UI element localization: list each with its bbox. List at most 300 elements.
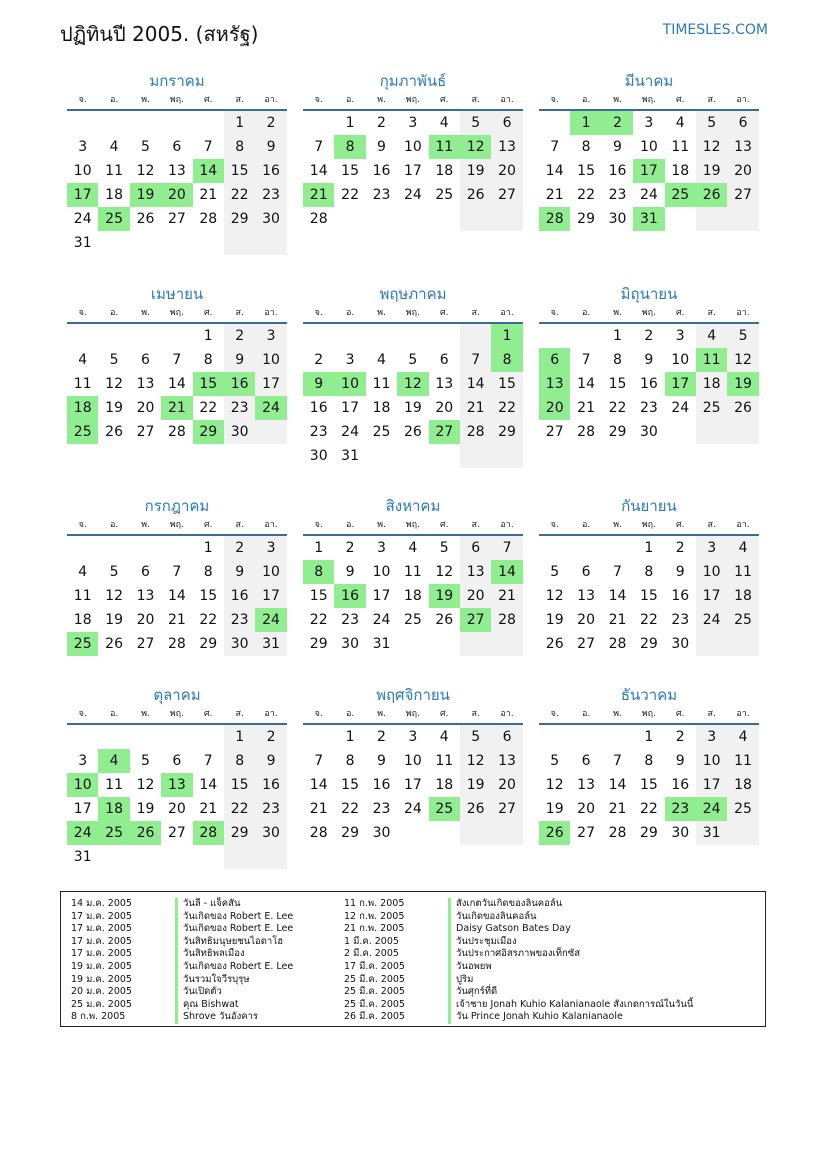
- day-cell[interactable]: 12: [460, 135, 491, 159]
- day-cell[interactable]: 28: [460, 420, 491, 444]
- day-cell[interactable]: 24: [255, 608, 286, 632]
- day-cell[interactable]: 11: [73, 588, 92, 604]
- day-cell[interactable]: 30: [671, 636, 690, 652]
- day-cell[interactable]: 5: [109, 564, 119, 580]
- day-cell[interactable]: 22: [577, 187, 595, 203]
- day-cell[interactable]: 26: [539, 821, 570, 845]
- day-cell[interactable]: 10: [671, 352, 690, 368]
- day-cell[interactable]: 7: [314, 139, 324, 155]
- day-cell[interactable]: 3: [696, 536, 727, 560]
- day-cell[interactable]: 11: [105, 163, 123, 179]
- day-cell[interactable]: 13: [539, 372, 570, 396]
- day-cell[interactable]: 25: [67, 420, 98, 444]
- day-cell[interactable]: 29: [224, 821, 255, 845]
- day-cell[interactable]: 28: [309, 211, 328, 227]
- brand-link[interactable]: TIMESLES.COM: [662, 22, 768, 38]
- day-cell[interactable]: 22: [309, 612, 328, 628]
- day-cell[interactable]: 25: [98, 821, 129, 845]
- day-cell[interactable]: 3: [255, 536, 286, 560]
- day-cell[interactable]: 30: [341, 636, 359, 652]
- day-cell[interactable]: 23: [671, 612, 690, 628]
- day-cell[interactable]: 2: [377, 729, 386, 745]
- day-cell[interactable]: 25: [429, 797, 460, 821]
- day-cell[interactable]: 16: [372, 777, 391, 793]
- day-cell[interactable]: 2: [675, 540, 685, 556]
- day-cell[interactable]: 18: [105, 187, 123, 203]
- day-cell[interactable]: 1: [491, 324, 522, 348]
- day-cell[interactable]: 17: [633, 159, 664, 183]
- day-cell[interactable]: 16: [608, 163, 627, 179]
- day-cell[interactable]: 28: [167, 636, 186, 652]
- day-cell[interactable]: 19: [545, 801, 564, 817]
- day-cell[interactable]: 10: [639, 139, 658, 155]
- day-cell[interactable]: 7: [172, 352, 182, 368]
- day-cell[interactable]: 26: [460, 797, 491, 821]
- day-cell[interactable]: 17: [67, 183, 98, 207]
- day-cell[interactable]: 24: [67, 821, 98, 845]
- day-cell[interactable]: 19: [429, 584, 460, 608]
- day-cell[interactable]: 9: [255, 749, 286, 773]
- day-cell[interactable]: 5: [141, 139, 150, 155]
- day-cell[interactable]: 16: [671, 777, 690, 793]
- day-cell[interactable]: 14: [608, 588, 627, 604]
- day-cell[interactable]: 8: [334, 135, 365, 159]
- day-cell[interactable]: 23: [665, 797, 696, 821]
- day-cell[interactable]: 3: [644, 115, 654, 131]
- day-cell[interactable]: 22: [341, 801, 359, 817]
- day-cell[interactable]: 4: [439, 115, 449, 131]
- day-cell[interactable]: 4: [98, 749, 129, 773]
- day-cell[interactable]: 20: [136, 612, 155, 628]
- day-cell[interactable]: 4: [78, 564, 88, 580]
- day-cell[interactable]: 12: [727, 348, 758, 372]
- day-cell[interactable]: 7: [460, 348, 491, 372]
- day-cell[interactable]: 29: [309, 636, 328, 652]
- day-cell[interactable]: 16: [334, 584, 365, 608]
- day-cell[interactable]: 15: [341, 777, 359, 793]
- day-cell[interactable]: 6: [172, 139, 182, 155]
- day-cell[interactable]: 13: [167, 163, 186, 179]
- day-cell[interactable]: 18: [727, 773, 758, 797]
- day-cell[interactable]: 8: [303, 560, 334, 584]
- day-cell[interactable]: 26: [435, 612, 454, 628]
- day-cell[interactable]: 15: [639, 588, 658, 604]
- day-cell[interactable]: 30: [224, 632, 255, 656]
- day-cell[interactable]: 27: [167, 825, 186, 841]
- day-cell[interactable]: 17: [665, 372, 696, 396]
- day-cell[interactable]: 27: [727, 183, 758, 207]
- day-cell[interactable]: 11: [435, 753, 454, 769]
- day-cell[interactable]: 29: [639, 825, 658, 841]
- day-cell[interactable]: 19: [696, 159, 727, 183]
- day-cell[interactable]: 17: [341, 400, 359, 416]
- day-cell[interactable]: 29: [577, 211, 595, 227]
- day-cell[interactable]: 5: [550, 564, 560, 580]
- day-cell[interactable]: 19: [460, 773, 491, 797]
- day-cell[interactable]: 28: [608, 636, 627, 652]
- day-cell[interactable]: 6: [491, 725, 522, 749]
- day-cell[interactable]: 6: [172, 753, 182, 769]
- day-cell[interactable]: 29: [608, 424, 627, 440]
- day-cell[interactable]: 5: [460, 725, 491, 749]
- day-cell[interactable]: 30: [255, 821, 286, 845]
- day-cell[interactable]: 25: [696, 396, 727, 420]
- day-cell[interactable]: 25: [98, 207, 129, 231]
- day-cell[interactable]: 17: [255, 584, 286, 608]
- day-cell[interactable]: 24: [403, 801, 422, 817]
- day-cell[interactable]: 3: [255, 324, 286, 348]
- day-cell[interactable]: 17: [372, 588, 391, 604]
- day-cell[interactable]: 29: [224, 207, 255, 231]
- day-cell[interactable]: 17: [696, 584, 727, 608]
- day-cell[interactable]: 1: [345, 115, 355, 131]
- day-cell[interactable]: 4: [696, 324, 727, 348]
- day-cell[interactable]: 29: [193, 420, 224, 444]
- day-cell[interactable]: 30: [224, 420, 255, 444]
- day-cell[interactable]: 21: [309, 801, 328, 817]
- day-cell[interactable]: 1: [203, 328, 213, 344]
- day-cell[interactable]: 15: [309, 588, 328, 604]
- day-cell[interactable]: 8: [345, 753, 355, 769]
- day-cell[interactable]: 1: [613, 328, 622, 344]
- day-cell[interactable]: 2: [345, 540, 355, 556]
- day-cell[interactable]: 23: [341, 612, 359, 628]
- day-cell[interactable]: 2: [644, 328, 654, 344]
- day-cell[interactable]: 1: [644, 729, 654, 745]
- day-cell[interactable]: 10: [255, 348, 286, 372]
- day-cell[interactable]: 27: [577, 825, 595, 841]
- day-cell[interactable]: 26: [545, 636, 564, 652]
- day-cell[interactable]: 14: [460, 372, 491, 396]
- day-cell[interactable]: 15: [199, 588, 218, 604]
- day-cell[interactable]: 6: [539, 348, 570, 372]
- day-cell[interactable]: 31: [372, 636, 391, 652]
- day-cell[interactable]: 16: [671, 588, 690, 604]
- day-cell[interactable]: 28: [167, 424, 186, 440]
- day-cell[interactable]: 29: [491, 420, 522, 444]
- day-cell[interactable]: 7: [550, 139, 560, 155]
- day-cell[interactable]: 12: [136, 163, 155, 179]
- day-cell[interactable]: 30: [255, 207, 286, 231]
- day-cell[interactable]: 30: [671, 825, 690, 841]
- day-cell[interactable]: 18: [403, 588, 422, 604]
- day-cell[interactable]: 7: [613, 564, 622, 580]
- day-cell[interactable]: 11: [727, 560, 758, 584]
- day-cell[interactable]: 6: [460, 536, 491, 560]
- day-cell[interactable]: 22: [608, 400, 627, 416]
- day-cell[interactable]: 21: [199, 187, 218, 203]
- day-cell[interactable]: 22: [639, 801, 658, 817]
- day-cell[interactable]: 3: [78, 753, 88, 769]
- day-cell[interactable]: 28: [309, 825, 328, 841]
- day-cell[interactable]: 20: [491, 773, 522, 797]
- day-cell[interactable]: 2: [224, 324, 255, 348]
- day-cell[interactable]: 2: [377, 115, 386, 131]
- day-cell[interactable]: 11: [671, 139, 690, 155]
- day-cell[interactable]: 31: [73, 849, 92, 865]
- day-cell[interactable]: 10: [696, 560, 727, 584]
- day-cell[interactable]: 9: [613, 139, 622, 155]
- day-cell[interactable]: 21: [577, 400, 595, 416]
- day-cell[interactable]: 25: [435, 187, 454, 203]
- day-cell[interactable]: 12: [460, 749, 491, 773]
- day-cell[interactable]: 11: [696, 348, 727, 372]
- day-cell[interactable]: 20: [167, 801, 186, 817]
- day-cell[interactable]: 22: [199, 612, 218, 628]
- day-cell[interactable]: 30: [309, 448, 328, 464]
- day-cell[interactable]: 20: [161, 183, 192, 207]
- day-cell[interactable]: 3: [696, 725, 727, 749]
- day-cell[interactable]: 6: [141, 564, 150, 580]
- day-cell[interactable]: 18: [73, 612, 92, 628]
- day-cell[interactable]: 26: [130, 821, 161, 845]
- day-cell[interactable]: 21: [161, 396, 192, 420]
- day-cell[interactable]: 14: [193, 159, 224, 183]
- day-cell[interactable]: 7: [172, 564, 182, 580]
- day-cell[interactable]: 17: [403, 163, 422, 179]
- day-cell[interactable]: 19: [727, 372, 758, 396]
- day-cell[interactable]: 11: [372, 376, 391, 392]
- day-cell[interactable]: 8: [224, 135, 255, 159]
- day-cell[interactable]: 20: [136, 400, 155, 416]
- day-cell[interactable]: 13: [460, 560, 491, 584]
- day-cell[interactable]: 20: [539, 396, 570, 420]
- day-cell[interactable]: 13: [161, 773, 192, 797]
- day-cell[interactable]: 9: [675, 564, 685, 580]
- day-cell[interactable]: 16: [639, 376, 658, 392]
- day-cell[interactable]: 2: [224, 536, 255, 560]
- day-cell[interactable]: 6: [581, 753, 591, 769]
- day-cell[interactable]: 24: [73, 211, 92, 227]
- day-cell[interactable]: 25: [727, 797, 758, 821]
- day-cell[interactable]: 20: [577, 801, 595, 817]
- day-cell[interactable]: 9: [224, 560, 255, 584]
- day-cell[interactable]: 1: [570, 111, 601, 135]
- day-cell[interactable]: 13: [727, 135, 758, 159]
- day-cell[interactable]: 5: [696, 111, 727, 135]
- day-cell[interactable]: 2: [602, 111, 633, 135]
- day-cell[interactable]: 19: [136, 801, 155, 817]
- day-cell[interactable]: 14: [608, 777, 627, 793]
- day-cell[interactable]: 21: [167, 612, 186, 628]
- day-cell[interactable]: 11: [429, 135, 460, 159]
- day-cell[interactable]: 15: [491, 372, 522, 396]
- day-cell[interactable]: 18: [435, 163, 454, 179]
- day-cell[interactable]: 28: [577, 424, 595, 440]
- day-cell[interactable]: 6: [491, 111, 522, 135]
- day-cell[interactable]: 19: [545, 612, 564, 628]
- day-cell[interactable]: 18: [372, 400, 391, 416]
- day-cell[interactable]: 3: [78, 139, 88, 155]
- day-cell[interactable]: 28: [193, 821, 224, 845]
- day-cell[interactable]: 26: [403, 424, 422, 440]
- day-cell[interactable]: 26: [696, 183, 727, 207]
- day-cell[interactable]: 31: [341, 448, 359, 464]
- day-cell[interactable]: 12: [105, 588, 123, 604]
- day-cell[interactable]: 9: [255, 135, 286, 159]
- day-cell[interactable]: 10: [403, 753, 422, 769]
- day-cell[interactable]: 14: [167, 588, 186, 604]
- day-cell[interactable]: 11: [727, 749, 758, 773]
- day-cell[interactable]: 16: [255, 159, 286, 183]
- day-cell[interactable]: 5: [460, 111, 491, 135]
- day-cell[interactable]: 1: [644, 540, 654, 556]
- day-cell[interactable]: 24: [696, 608, 727, 632]
- day-cell[interactable]: 14: [309, 163, 328, 179]
- day-cell[interactable]: 8: [224, 749, 255, 773]
- day-cell[interactable]: 29: [341, 825, 359, 841]
- day-cell[interactable]: 22: [491, 396, 522, 420]
- day-cell[interactable]: 21: [608, 612, 627, 628]
- day-cell[interactable]: 9: [675, 753, 685, 769]
- day-cell[interactable]: 15: [224, 159, 255, 183]
- day-cell[interactable]: 4: [727, 725, 758, 749]
- day-cell[interactable]: 4: [675, 115, 685, 131]
- day-cell[interactable]: 24: [696, 797, 727, 821]
- day-cell[interactable]: 25: [403, 612, 422, 628]
- day-cell[interactable]: 31: [255, 632, 286, 656]
- day-cell[interactable]: 30: [639, 424, 658, 440]
- day-cell[interactable]: 22: [341, 187, 359, 203]
- day-cell[interactable]: 14: [491, 560, 522, 584]
- day-cell[interactable]: 9: [377, 753, 386, 769]
- day-cell[interactable]: 16: [224, 584, 255, 608]
- day-cell[interactable]: 12: [435, 564, 454, 580]
- day-cell[interactable]: 2: [314, 352, 324, 368]
- day-cell[interactable]: 9: [377, 139, 386, 155]
- day-cell[interactable]: 30: [372, 825, 391, 841]
- day-cell[interactable]: 23: [372, 187, 391, 203]
- day-cell[interactable]: 3: [408, 729, 418, 745]
- day-cell[interactable]: 28: [491, 608, 522, 632]
- day-cell[interactable]: 5: [408, 352, 418, 368]
- day-cell[interactable]: 14: [309, 777, 328, 793]
- day-cell[interactable]: 1: [224, 725, 255, 749]
- day-cell[interactable]: 20: [460, 584, 491, 608]
- day-cell[interactable]: 21: [303, 183, 334, 207]
- day-cell[interactable]: 15: [608, 376, 627, 392]
- day-cell[interactable]: 4: [78, 352, 88, 368]
- day-cell[interactable]: 8: [203, 564, 213, 580]
- day-cell[interactable]: 13: [491, 135, 522, 159]
- day-cell[interactable]: 4: [727, 536, 758, 560]
- day-cell[interactable]: 3: [675, 328, 685, 344]
- day-cell[interactable]: 15: [341, 163, 359, 179]
- day-cell[interactable]: 18: [727, 584, 758, 608]
- day-cell[interactable]: 27: [491, 183, 522, 207]
- day-cell[interactable]: 31: [73, 235, 92, 251]
- day-cell[interactable]: 17: [696, 773, 727, 797]
- day-cell[interactable]: 2: [675, 729, 685, 745]
- day-cell[interactable]: 31: [633, 207, 664, 231]
- day-cell[interactable]: 26: [460, 183, 491, 207]
- day-cell[interactable]: 12: [545, 777, 564, 793]
- day-cell[interactable]: 20: [727, 159, 758, 183]
- day-cell[interactable]: 2: [255, 111, 286, 135]
- day-cell[interactable]: 28: [539, 207, 570, 231]
- day-cell[interactable]: 29: [639, 636, 658, 652]
- day-cell[interactable]: 5: [727, 324, 758, 348]
- day-cell[interactable]: 21: [199, 801, 218, 817]
- day-cell[interactable]: 10: [696, 749, 727, 773]
- day-cell[interactable]: 7: [581, 352, 591, 368]
- day-cell[interactable]: 9: [644, 352, 654, 368]
- day-cell[interactable]: 28: [199, 211, 218, 227]
- day-cell[interactable]: 12: [105, 376, 123, 392]
- day-cell[interactable]: 27: [577, 636, 595, 652]
- day-cell[interactable]: 10: [255, 560, 286, 584]
- day-cell[interactable]: 15: [224, 773, 255, 797]
- day-cell[interactable]: 9: [345, 564, 355, 580]
- day-cell[interactable]: 19: [130, 183, 161, 207]
- day-cell[interactable]: 25: [67, 632, 98, 656]
- day-cell[interactable]: 27: [545, 424, 564, 440]
- day-cell[interactable]: 13: [577, 588, 595, 604]
- day-cell[interactable]: 27: [167, 211, 186, 227]
- day-cell[interactable]: 12: [136, 777, 155, 793]
- day-cell[interactable]: 18: [671, 163, 690, 179]
- day-cell[interactable]: 27: [429, 420, 460, 444]
- day-cell[interactable]: 6: [141, 352, 150, 368]
- day-cell[interactable]: 24: [639, 187, 658, 203]
- day-cell[interactable]: 4: [377, 352, 386, 368]
- day-cell[interactable]: 12: [397, 372, 428, 396]
- day-cell[interactable]: 7: [203, 753, 213, 769]
- day-cell[interactable]: 8: [613, 352, 622, 368]
- day-cell[interactable]: 23: [608, 187, 627, 203]
- day-cell[interactable]: 7: [613, 753, 622, 769]
- day-cell[interactable]: 24: [671, 400, 690, 416]
- day-cell[interactable]: 25: [665, 183, 696, 207]
- day-cell[interactable]: 16: [309, 400, 328, 416]
- day-cell[interactable]: 16: [372, 163, 391, 179]
- day-cell[interactable]: 14: [167, 376, 186, 392]
- day-cell[interactable]: 19: [403, 400, 422, 416]
- day-cell[interactable]: 7: [491, 536, 522, 560]
- day-cell[interactable]: 19: [105, 400, 123, 416]
- day-cell[interactable]: 13: [136, 588, 155, 604]
- day-cell[interactable]: 21: [460, 396, 491, 420]
- day-cell[interactable]: 23: [255, 797, 286, 821]
- day-cell[interactable]: 25: [372, 424, 391, 440]
- day-cell[interactable]: 28: [608, 825, 627, 841]
- day-cell[interactable]: 3: [408, 115, 418, 131]
- day-cell[interactable]: 21: [545, 187, 564, 203]
- day-cell[interactable]: 7: [203, 139, 213, 155]
- day-cell[interactable]: 1: [224, 111, 255, 135]
- day-cell[interactable]: 26: [105, 424, 123, 440]
- day-cell[interactable]: 10: [334, 372, 365, 396]
- day-cell[interactable]: 6: [439, 352, 449, 368]
- day-cell[interactable]: 24: [403, 187, 422, 203]
- day-cell[interactable]: 17: [73, 801, 92, 817]
- day-cell[interactable]: 18: [98, 797, 129, 821]
- day-cell[interactable]: 9: [303, 372, 334, 396]
- day-cell[interactable]: 13: [136, 376, 155, 392]
- day-cell[interactable]: 27: [491, 797, 522, 821]
- day-cell[interactable]: 12: [545, 588, 564, 604]
- day-cell[interactable]: 27: [136, 424, 155, 440]
- day-cell[interactable]: 1: [314, 540, 324, 556]
- day-cell[interactable]: 23: [224, 396, 255, 420]
- day-cell[interactable]: 8: [203, 352, 213, 368]
- day-cell[interactable]: 8: [491, 348, 522, 372]
- day-cell[interactable]: 14: [199, 777, 218, 793]
- day-cell[interactable]: 23: [372, 801, 391, 817]
- day-cell[interactable]: 2: [255, 725, 286, 749]
- day-cell[interactable]: 1: [203, 540, 213, 556]
- day-cell[interactable]: 23: [255, 183, 286, 207]
